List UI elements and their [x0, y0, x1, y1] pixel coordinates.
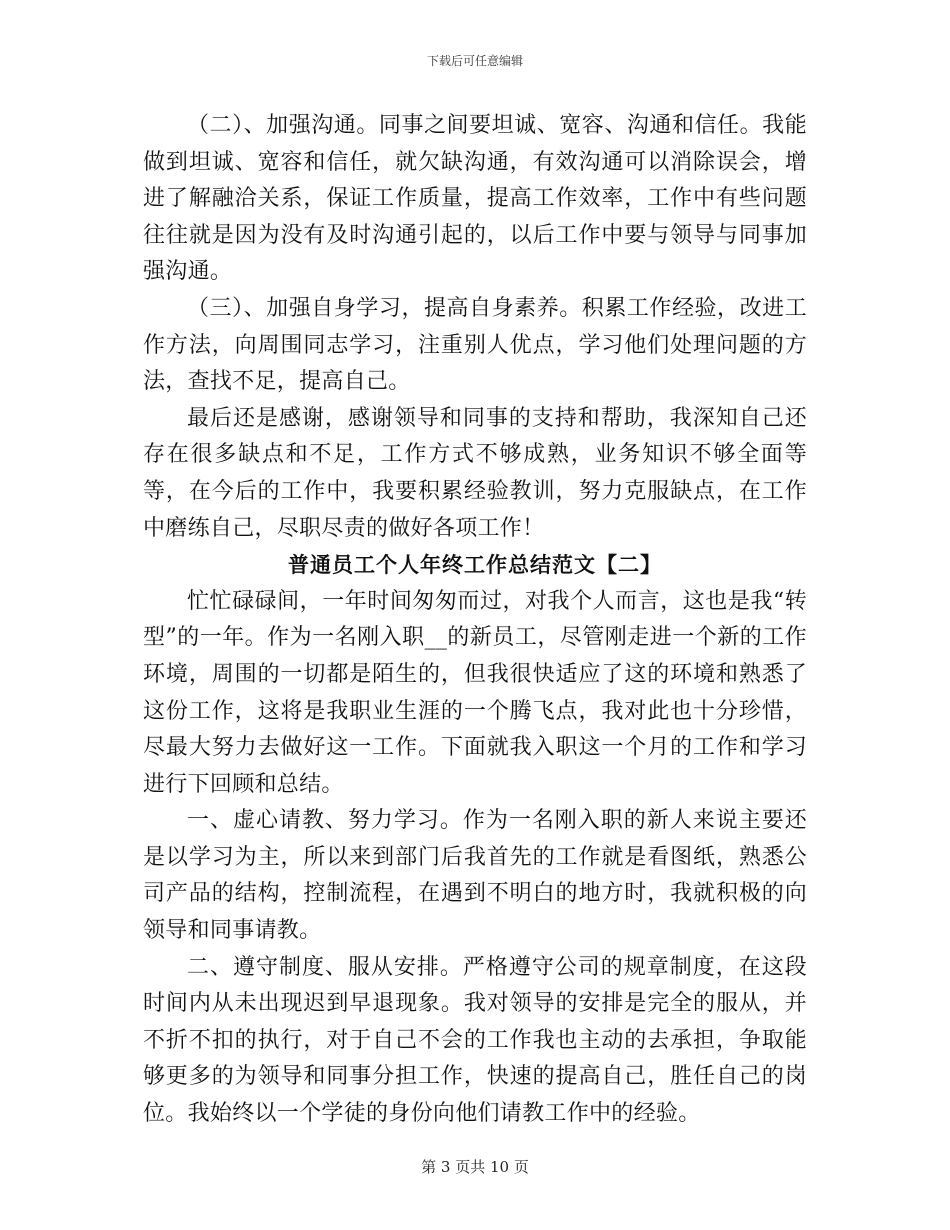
paragraph-follow-rules: 二、遵守制度、服从安排。严格遵守公司的规章制度，在这段时间内从未出现迟到早退现象。我对领导的安排是完全的服从，并不折不扣的执行，对于自己不会的工作我也主动的去承担，争取能够更多的为领导和同事分担工作，快速的提高自己，胜任自己的岗位。我始终以一个学徒的身份向他们请教工作中的经验。 — [143, 954, 807, 1127]
paragraph-closing-thanks: 最后还是感谢，感谢领导和同事的支持和帮助，我深知自己还存在很多缺点和不足，工作方式不够成熟，业务知识不够全面等等，在今后的工作中，我要积累经验教训，努力克服缺点，在工作中磨练自己，尽职尽责的做好各项工作！ — [143, 405, 807, 541]
paragraph-intro: 忙忙碌碌间，一年时间匆匆而过，对我个人而言，这也是我“转型”的一年。作为一名刚入职__的新员工，尽管刚走进一个新的工作环境，周围的一切都是陌生的，但我很快适应了这的环境和熟悉了这份工作，这将是我职业生涯的一个腾飞点，我对此也十分珍惜，尽最大努力去做好这一工作。下面就我入职这一个月的工作和学习进行下回顾和总结。 — [143, 588, 807, 797]
page-header: 下载后可任意编辑 — [426, 54, 523, 68]
document-body — [143, 108, 807, 1133]
paragraph-strengthen-communication: （二）、加强沟通。同事之间要坦诚、宽容、沟通和信任。我能做到坦诚、宽容和信任，就欠缺沟通，有效沟通可以消除误会，增进了解融洽关系，保证工作质量，提高工作效率，工作中有些问题往往就是因为没有及时沟通引起的，以后工作中要与领导与同事加强沟通。 — [143, 113, 807, 285]
paragraph-humble-learning: 一、虚心请教、努力学习。作为一名刚入职的新人来说主要还是以学习为主，所以来到部门后我首先的工作就是看图纸，熟悉公司产品的结构，控制流程，在遇到不明白的地方时，我就积极的向领导和同事请教。 — [143, 808, 807, 944]
page-footer: 第 3 页共 10 页 — [421, 1158, 529, 1176]
section-title: 普通员工个人年终工作总结范文【二】 — [288, 552, 662, 578]
paragraph-strengthen-learning: （三）、加强自身学习，提高自身素养。积累工作经验，改进工作方法，向周围同志学习，注重别人优点，学习他们处理问题的方法，查找不足，提高自己。 — [143, 295, 807, 395]
